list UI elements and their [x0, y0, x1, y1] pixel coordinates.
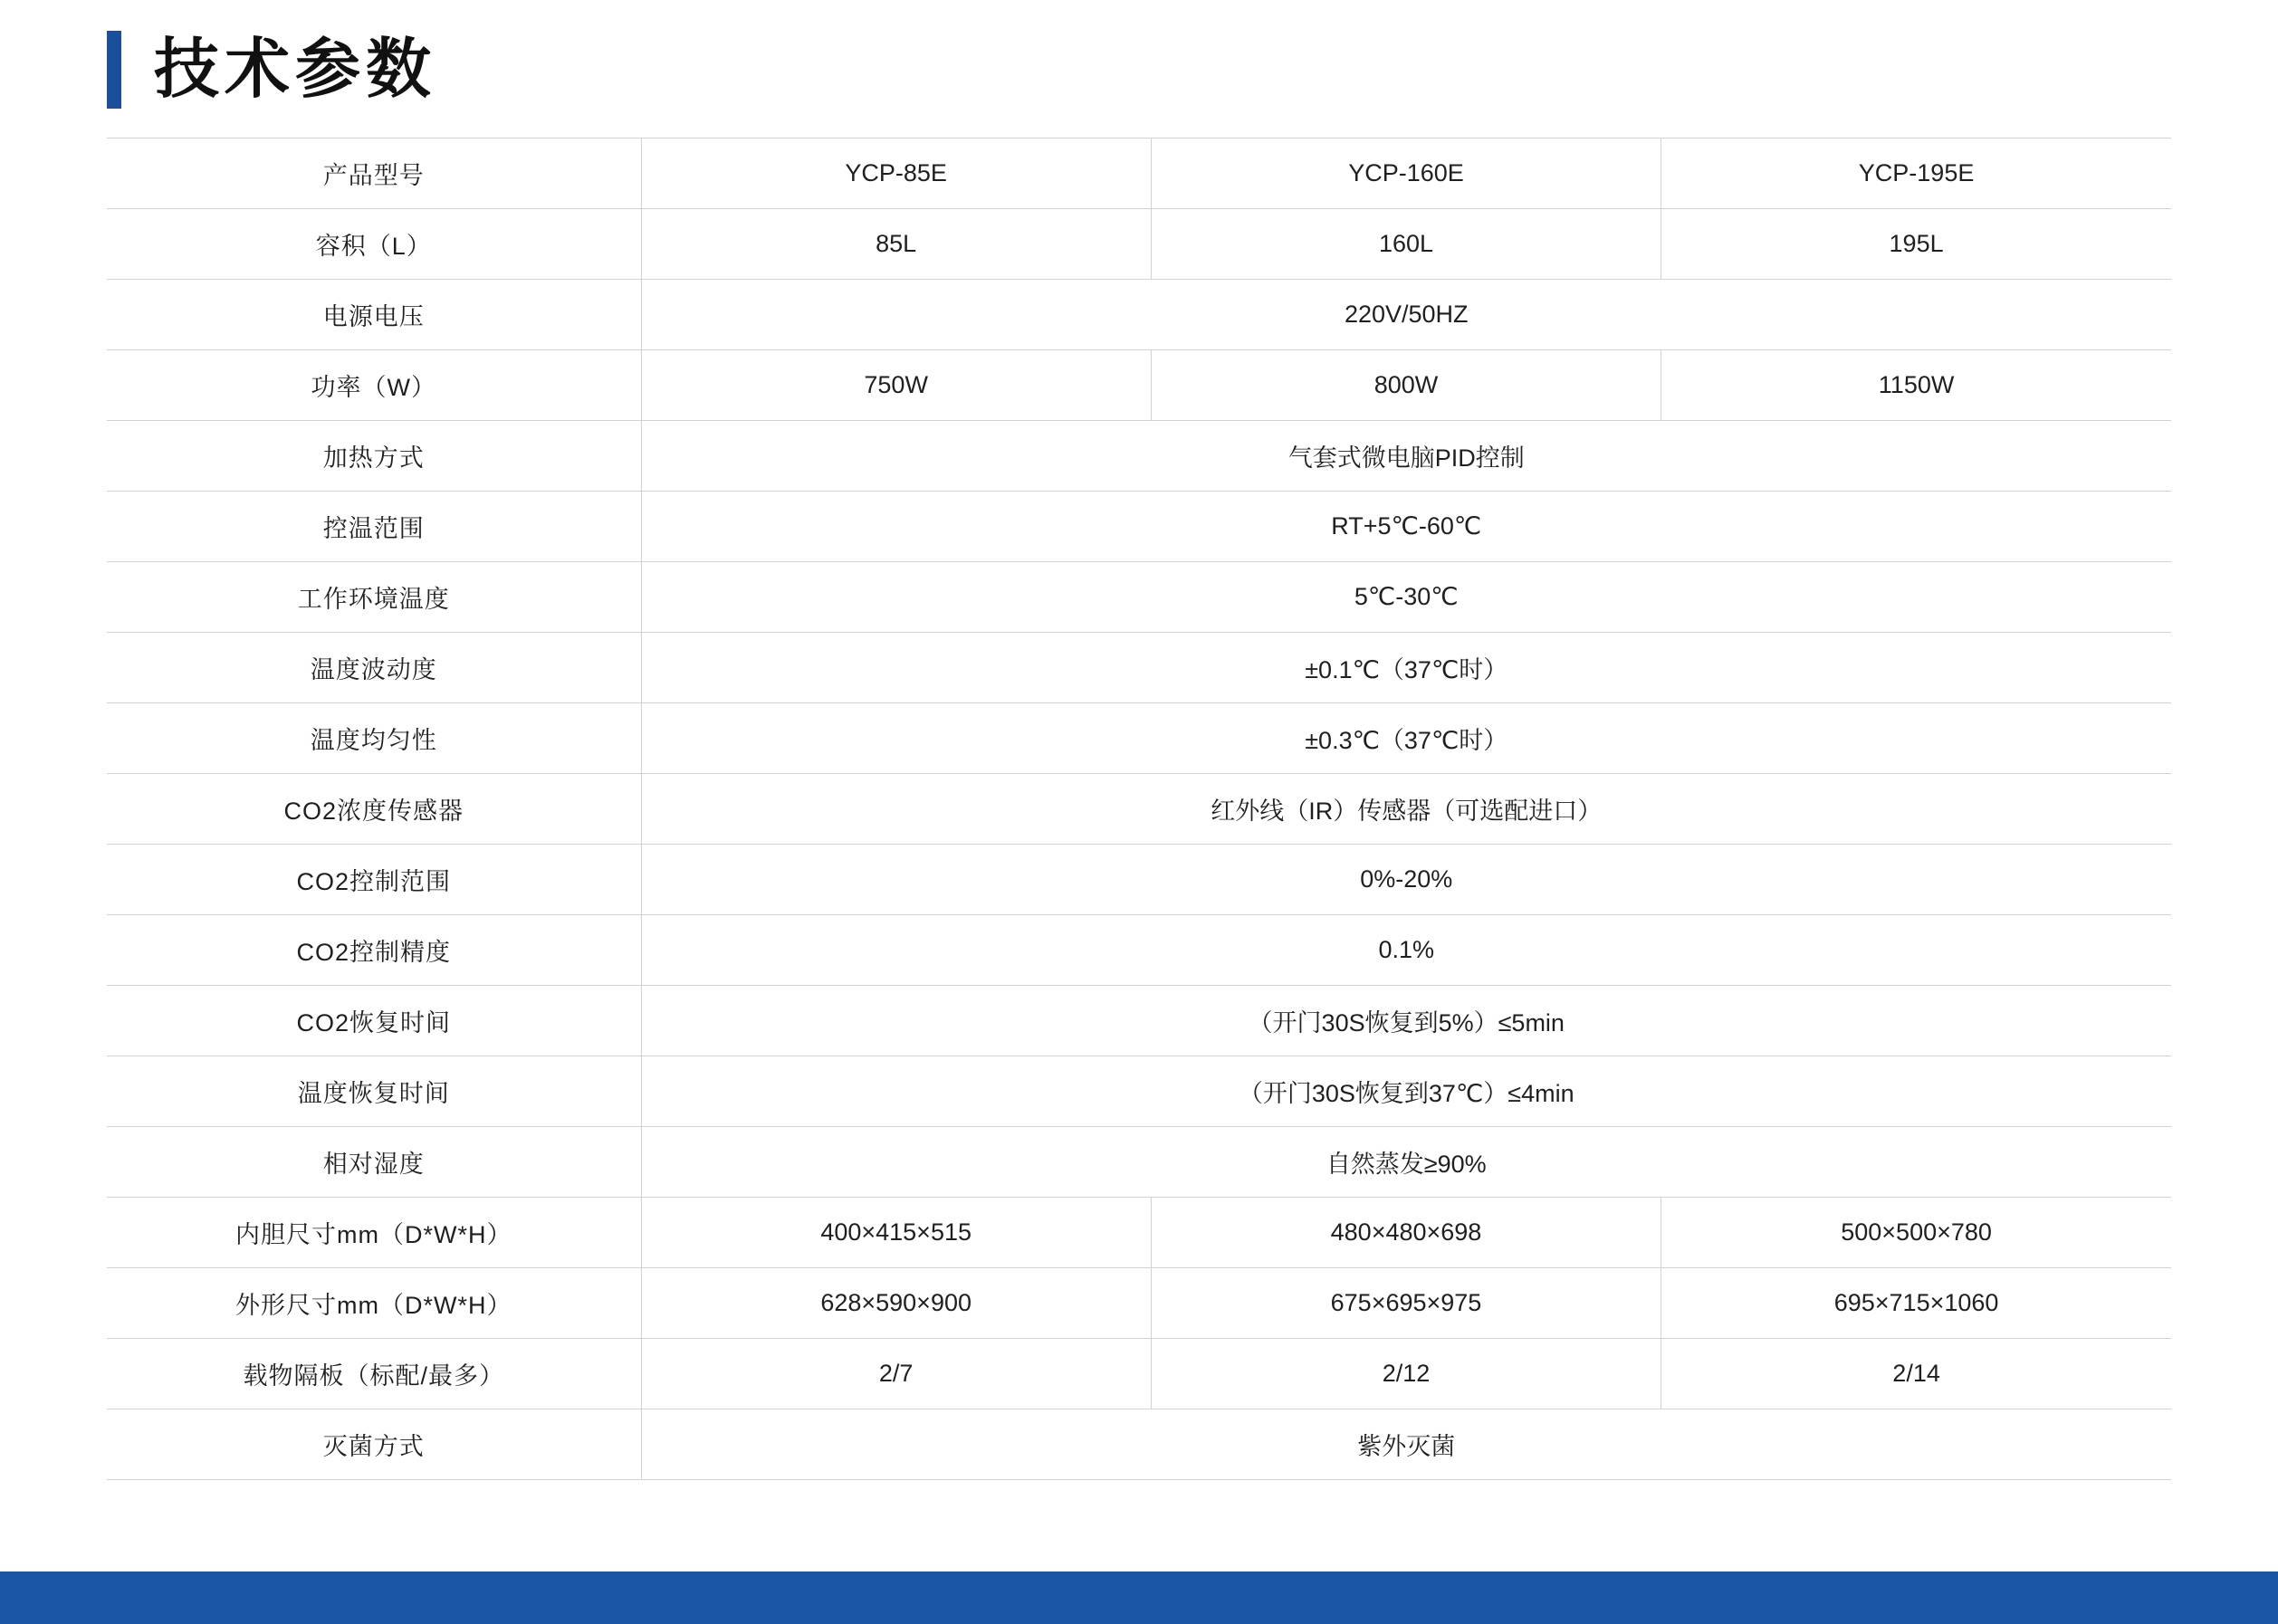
- row-label: 产品型号: [107, 139, 641, 209]
- row-value-2: 160L: [1151, 209, 1661, 280]
- table-row: [107, 1339, 2171, 1409]
- row-label: 灭菌方式: [107, 1409, 641, 1480]
- row-value-merged: 220V/50HZ: [641, 280, 2171, 350]
- row-label: 功率（W）: [107, 350, 641, 421]
- row-value-1: 628×590×900: [641, 1268, 1151, 1339]
- row-value-3: YCP-195E: [1661, 139, 2171, 209]
- row-label: 温度波动度: [107, 633, 641, 703]
- footer-bar: [0, 1571, 2278, 1624]
- row-value-merged: 红外线（IR）传感器（可选配进口）: [641, 774, 2171, 845]
- row-label: CO2控制精度: [107, 915, 641, 986]
- table-row: [107, 421, 2171, 492]
- row-label: 内胆尺寸mm（D*W*H）: [107, 1198, 641, 1268]
- row-value-3: 195L: [1661, 209, 2171, 280]
- row-value-3: 1150W: [1661, 350, 2171, 421]
- table-row: [107, 492, 2171, 562]
- row-value-2: YCP-160E: [1151, 139, 1661, 209]
- row-label: 控温范围: [107, 492, 641, 562]
- row-label: 外形尺寸mm（D*W*H）: [107, 1268, 641, 1339]
- row-value-1: 400×415×515: [641, 1198, 1151, 1268]
- table-row: [107, 845, 2171, 915]
- table-row: [107, 1198, 2171, 1268]
- row-label: 载物隔板（标配/最多）: [107, 1339, 641, 1409]
- table-row: [107, 986, 2171, 1056]
- table-row: [107, 1056, 2171, 1127]
- table-row: [107, 139, 2171, 209]
- row-value-merged: （开门30S恢复到37℃）≤4min: [641, 1056, 2171, 1127]
- table-row: [107, 774, 2171, 845]
- row-value-merged: 0.1%: [641, 915, 2171, 986]
- row-value-merged: 气套式微电脑PID控制: [641, 421, 2171, 492]
- row-label: 电源电压: [107, 280, 641, 350]
- row-value-1: 85L: [641, 209, 1151, 280]
- row-value-1: 750W: [641, 350, 1151, 421]
- row-label: 容积（L）: [107, 209, 641, 280]
- row-value-merged: ±0.1℃（37℃时）: [641, 633, 2171, 703]
- table-row: [107, 280, 2171, 350]
- table-row: [107, 1268, 2171, 1339]
- row-value-merged: RT+5℃-60℃: [641, 492, 2171, 562]
- table-row: [107, 350, 2171, 421]
- spec-table-body: [107, 139, 2171, 1480]
- table-row: [107, 703, 2171, 774]
- row-label: CO2恢复时间: [107, 986, 641, 1056]
- row-value-merged: （开门30S恢复到5%）≤5min: [641, 986, 2171, 1056]
- row-value-1: YCP-85E: [641, 139, 1151, 209]
- page-title: 技术参数: [154, 33, 437, 106]
- row-value-3: 695×715×1060: [1661, 1268, 2171, 1339]
- row-label: 工作环境温度: [107, 562, 641, 633]
- table-row: [107, 915, 2171, 986]
- header-accent-bar: [107, 31, 121, 109]
- table-row: [107, 1409, 2171, 1480]
- row-value-merged: 0%-20%: [641, 845, 2171, 915]
- row-value-2: 800W: [1151, 350, 1661, 421]
- spec-table-container: [0, 107, 2278, 1480]
- row-value-merged: 紫外灭菌: [641, 1409, 2171, 1480]
- row-label: CO2控制范围: [107, 845, 641, 915]
- row-label: 加热方式: [107, 421, 641, 492]
- table-row: [107, 633, 2171, 703]
- row-value-merged: 自然蒸发≥90%: [641, 1127, 2171, 1198]
- spec-table: [107, 138, 2171, 1480]
- page-header: [0, 0, 2278, 107]
- row-value-3: 2/14: [1661, 1339, 2171, 1409]
- row-value-merged: ±0.3℃（37℃时）: [641, 703, 2171, 774]
- row-label: 相对湿度: [107, 1127, 641, 1198]
- row-value-1: 2/7: [641, 1339, 1151, 1409]
- row-value-2: 2/12: [1151, 1339, 1661, 1409]
- table-row: [107, 209, 2171, 280]
- row-label: CO2浓度传感器: [107, 774, 641, 845]
- row-label: 温度均匀性: [107, 703, 641, 774]
- row-value-2: 675×695×975: [1151, 1268, 1661, 1339]
- row-value-2: 480×480×698: [1151, 1198, 1661, 1268]
- table-row: [107, 1127, 2171, 1198]
- row-label: 温度恢复时间: [107, 1056, 641, 1127]
- row-value-3: 500×500×780: [1661, 1198, 2171, 1268]
- row-value-merged: 5℃-30℃: [641, 562, 2171, 633]
- table-row: [107, 562, 2171, 633]
